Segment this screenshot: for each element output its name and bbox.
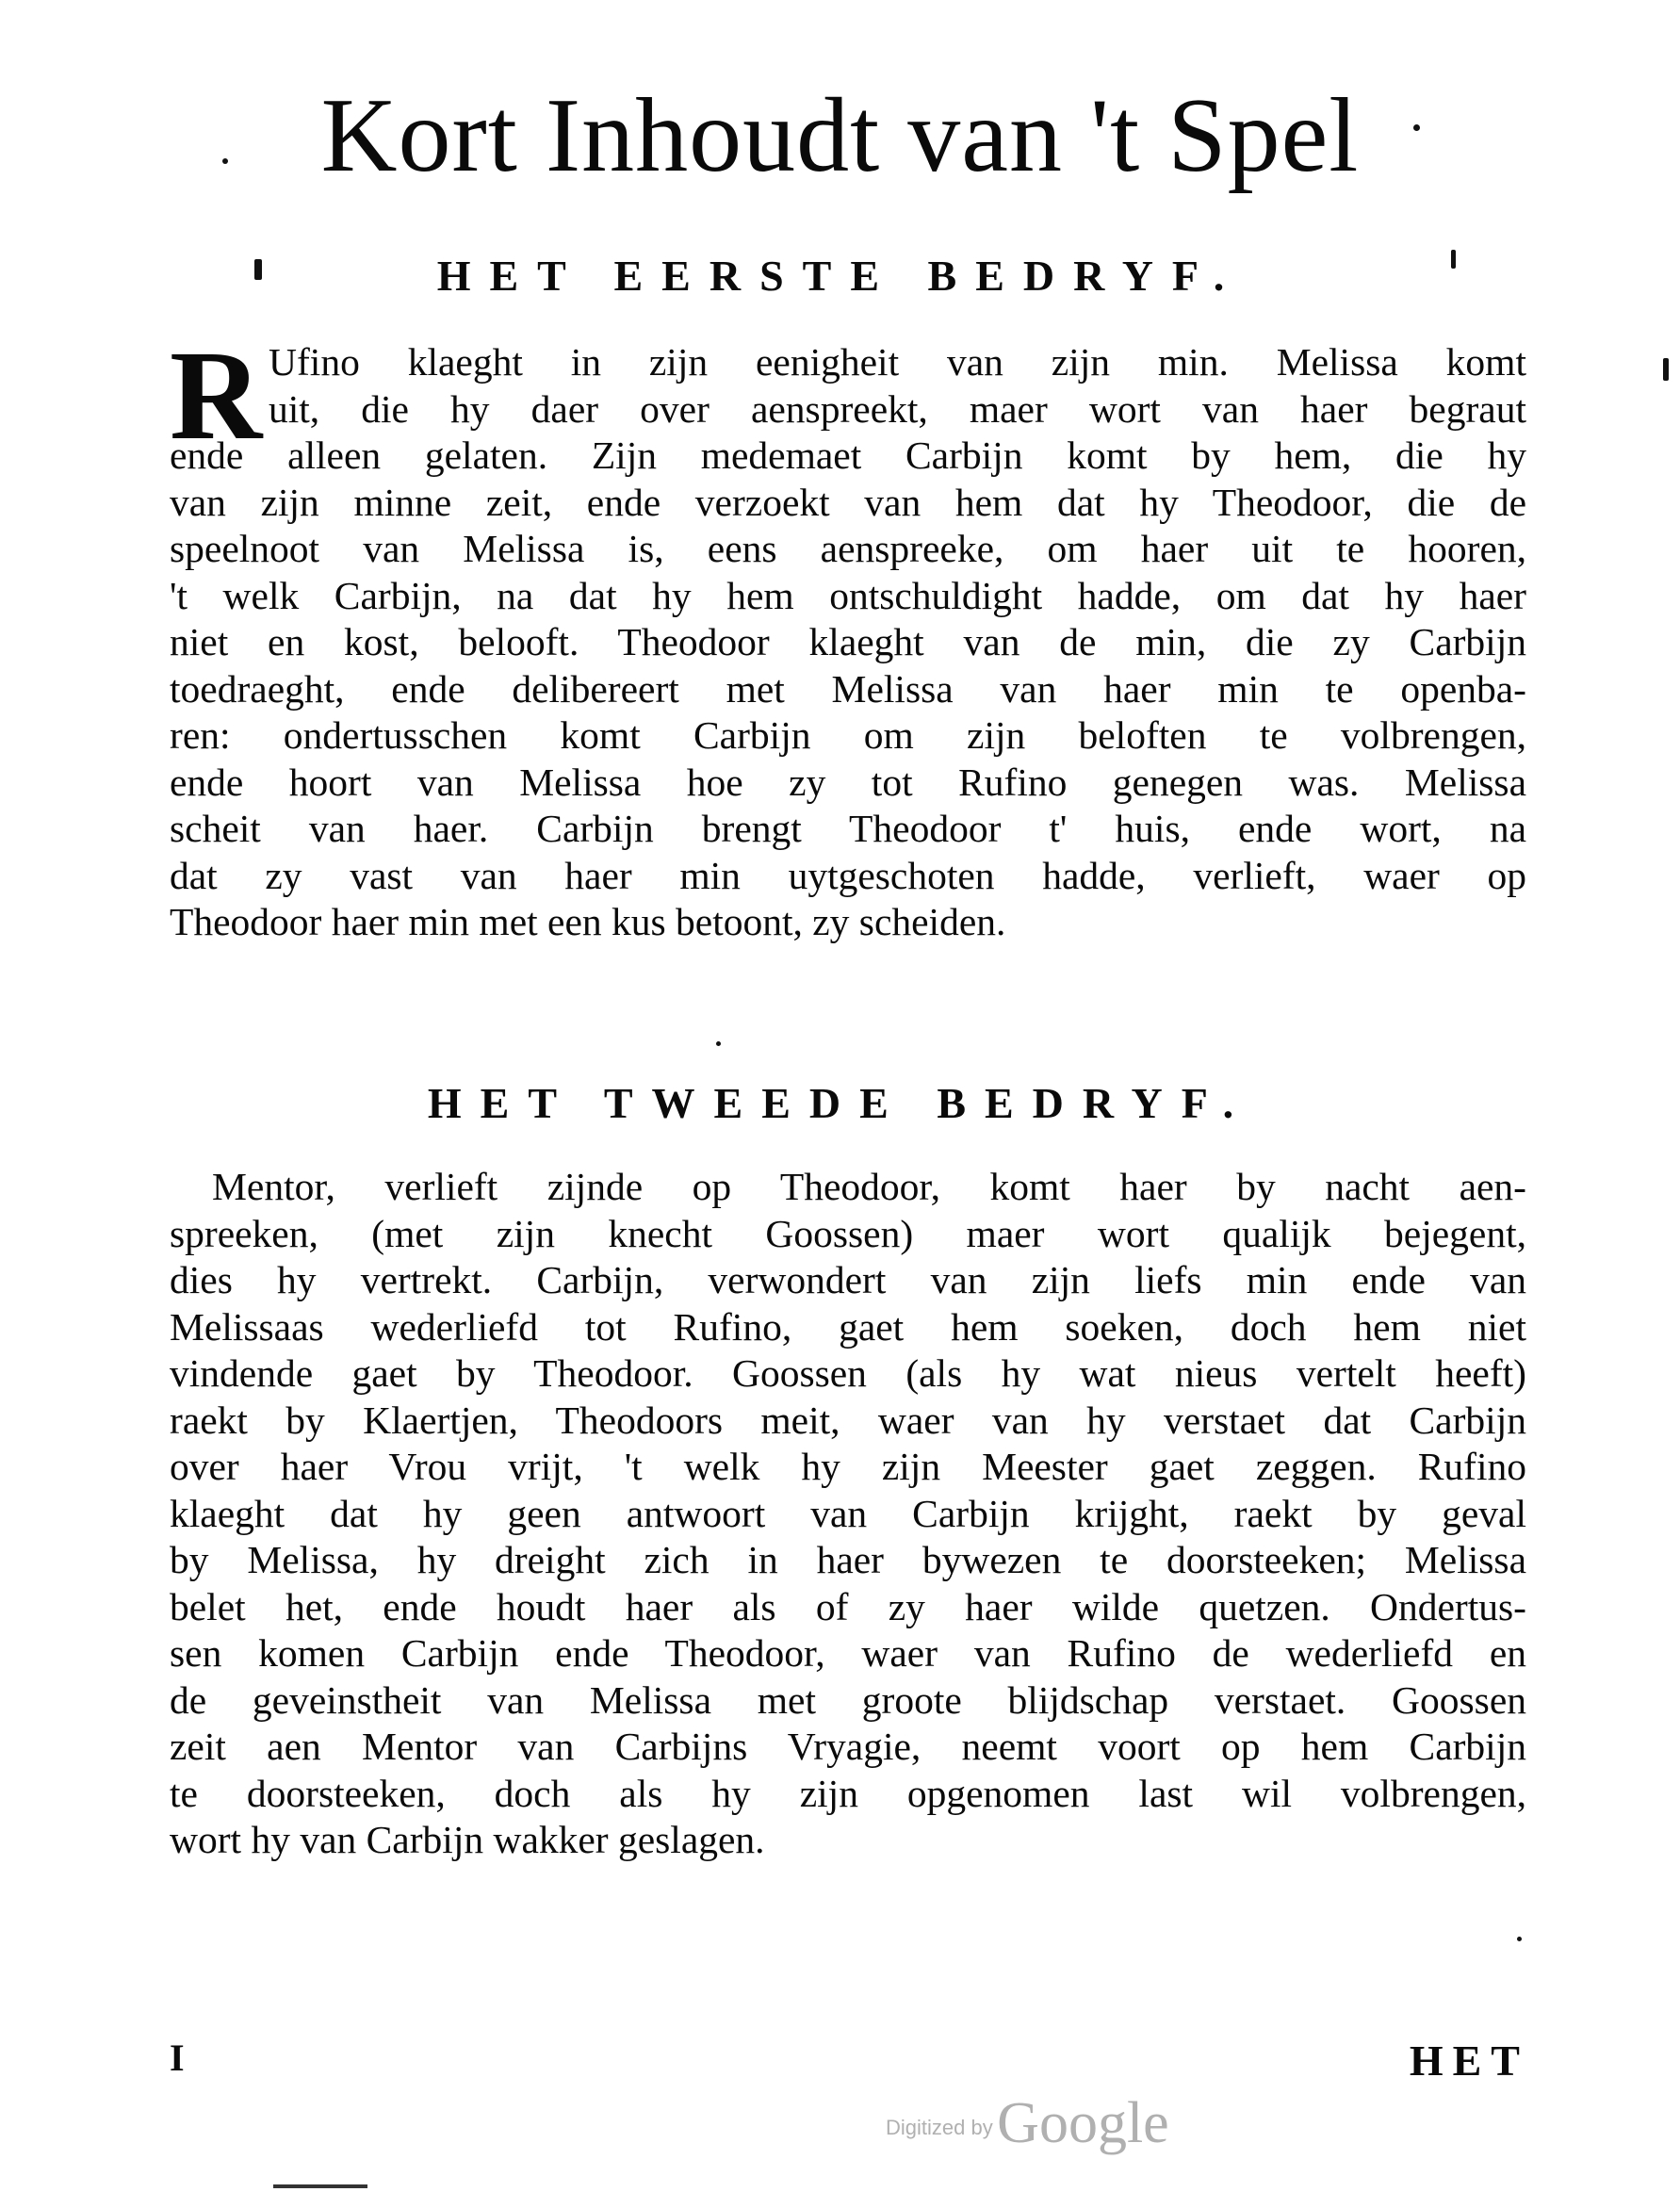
ink-speck <box>222 158 228 164</box>
text-line: belet het, ende houdt haer als of zy haer wilde quetzen. Ondertus- <box>170 1584 1526 1628</box>
text-line: 't welk Carbijn, na dat hy hem ontschuldight hadde, om dat hy haer <box>170 573 1526 617</box>
act-two-heading: HET TWEEDE BEDRYF. <box>427 1079 1253 1127</box>
ink-speck <box>1451 250 1456 269</box>
text-line: dies hy vertrekt. Carbijn, verwondert van zijn liefs min ende van <box>170 1258 1526 1301</box>
text-line: wort hy van Carbijn wakker geslagen. <box>170 1818 765 1861</box>
scan-edge-mark <box>273 2184 367 2188</box>
text-line: vindende gaet by Theodoor. Goossen (als hy wat nieus vertelt heeft) <box>170 1351 1526 1395</box>
drop-cap: R <box>170 325 263 466</box>
text-line: Ufino klaeght in zijn eenigheit van zijn min. Melissa komt <box>269 340 1526 384</box>
text-line: uit, die hy daer over aenspreekt, maer wort van haer begraut <box>269 386 1526 431</box>
text-line: niet en kost, belooft. Theodoor klaeght van de min, die zy Carbijn <box>170 620 1526 663</box>
text-line: zeit aen Mentor van Carbijns Vryagie, neemt voort op hem Carbijn <box>170 1725 1526 1768</box>
text-line: ende hoort van Melissa hoe zy tot Rufino genegen was. Melissa <box>170 760 1526 804</box>
act-two-text <box>170 1164 1526 1864</box>
text-line: Theodoor haer min met een kus betoont, zy scheiden. <box>170 900 1006 943</box>
signature-mark: I <box>170 2037 185 2079</box>
text-line: speelnoot van Melissa is, eens aenspreeke, om haer uit te hooren, <box>170 527 1526 570</box>
text-line: ren: ondertusschen komt Carbijn om zijn beloften te volbrengen, <box>170 713 1526 757</box>
text-line: van zijn minne zeit, ende verzoekt van hem dat hy Theodoor, die de <box>170 480 1526 524</box>
text-line: klaeght dat hy geen antwoort van Carbijn krijght, raekt by geval <box>170 1491 1526 1535</box>
ink-speck <box>1413 124 1420 131</box>
text-line: raekt by Klaertjen, Theodoors meit, waer van hy verstaet dat Carbijn <box>170 1398 1526 1442</box>
text-line: sen komen Carbijn ende Theodoor, waer van Rufino de wederliefd en <box>170 1631 1526 1675</box>
ink-speck <box>1663 358 1669 381</box>
text-line: toedraeght, ende delibereert met Melissa van haer min te openba- <box>170 666 1526 711</box>
text-line: te doorsteeken, doch als hy zijn opgenomen last wil volbrengen, <box>170 1771 1526 1815</box>
catchword: HET <box>1409 2037 1529 2085</box>
text-line: spreeken, (met zijn knecht Goossen) maer wort qualijk bejegent, <box>170 1211 1526 1255</box>
text-line: Melissaas wederliefd tot Rufino, gaet hem soeken, doch hem niet <box>170 1304 1526 1349</box>
ink-speck <box>716 1041 721 1046</box>
watermark-prefix: Digitized by <box>886 2116 993 2139</box>
act-one-heading: HET EERSTE BEDRYF. <box>436 252 1244 300</box>
ink-speck <box>254 259 262 280</box>
text-line: by Melissa, hy dreight zich in haer bywezen te doorsteeken; Melissa <box>170 1538 1526 1581</box>
text-line: de geveinstheit van Melissa met groote blijdschap verstaet. Goossen <box>170 1677 1526 1722</box>
act-one-text <box>170 339 1526 946</box>
digitization-watermark <box>886 2090 1169 2157</box>
text-line: dat zy vast van haer min uytgeschoten hadde, verlieft, waer op <box>170 853 1526 897</box>
text-line: Mentor, verlieft zijnde op Theodoor, komt haer by nacht aen- <box>212 1165 1526 1208</box>
ink-speck <box>1517 1937 1522 1941</box>
text-line: scheit van haer. Carbijn brengt Theodoor t' huis, ende wort, na <box>170 807 1526 850</box>
watermark-brand: Google <box>997 2091 1169 2155</box>
text-line: over haer Vrou vrijt, 't welk hy zijn Meester gaet zeggen. Rufino <box>170 1445 1526 1488</box>
text-line: ende alleen gelaten. Zijn medemaet Carbijn komt by hem, die hy <box>170 433 1526 477</box>
page-title: Kort Inhoudt van 't Spel <box>320 77 1360 194</box>
